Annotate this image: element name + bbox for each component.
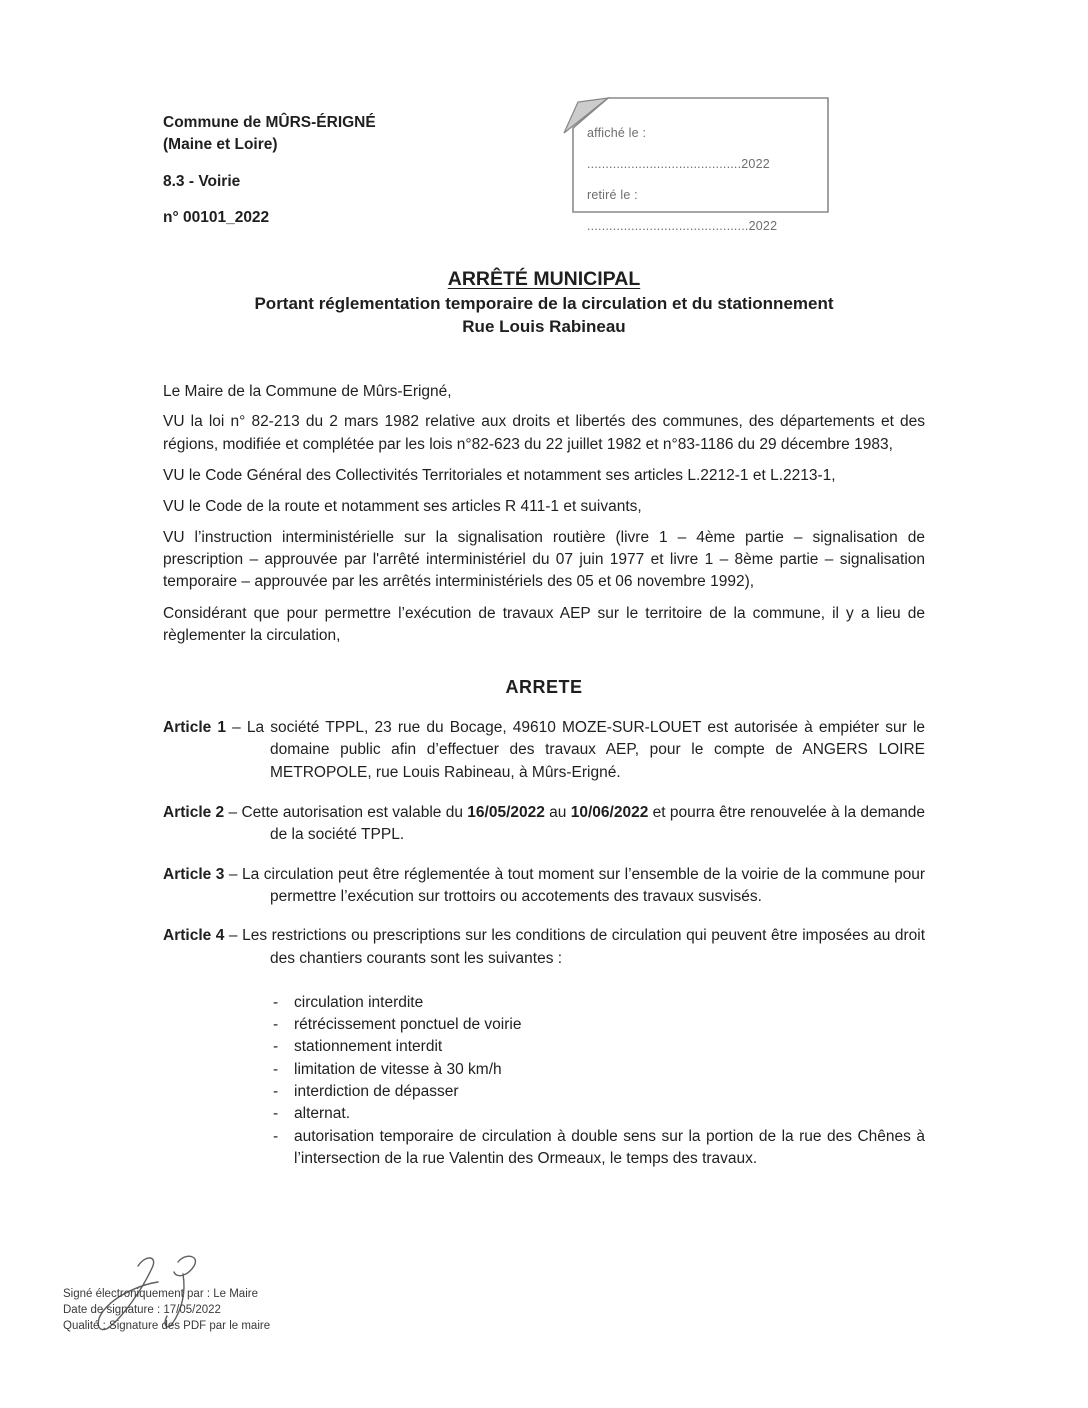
bullet-item: [273, 1081, 925, 1103]
doc-title: ARRÊTÉ MUNICIPAL: [447, 268, 641, 291]
bullet-item: [273, 1103, 925, 1125]
preamble-paragraph: VU la loi n° 82-213 du 2 mars 1982 relative aux droits et libertés des communes, des départements et des régions, modifiée et complétée par les lois n°82-623 du 22 juillet 1982 et n°83-1186 du 29 décembre 1983,: [163, 413, 925, 453]
bullet-text: autorisation temporaire de circulation à double sens sur la portion de la rue des Chênes à l’intersection de la rue Valentin des Ormeaux, le temps des travaux.: [294, 1127, 925, 1167]
header-doc-number: n° 00101_2022: [163, 208, 270, 226]
bullet-text: circulation interdite: [294, 993, 424, 1011]
article-label: Article 1: [163, 719, 226, 737]
preamble-paragraph: Considérant que pour permettre l’exécution de travaux AEP sur le territoire de la commune, il y a lieu de règlementer la circulation,: [163, 604, 925, 644]
preamble-paragraph: VU l’instruction interministérielle sur la signalisation routière (livre 1 – 4ème partie – signalisation de prescription – approuvée par l'arrêté interministériel du 07 juin 1977 et livre 1 – 8ème partie – signalisation temporaire – approuvée par les arrêtés interministériels des 05 et 06 novembre 1992),: [163, 528, 925, 591]
bullet-text: rétrécissement ponctuel de voirie: [294, 1016, 522, 1034]
article-4-bullet-list: [273, 992, 925, 1170]
article-dash: –: [224, 865, 243, 883]
dash-bullet-icon: -: [273, 1083, 279, 1101]
article-label: Article 4: [163, 927, 225, 945]
bullet-item: [273, 1014, 925, 1036]
bullet-text: interdiction de dépasser: [294, 1083, 459, 1101]
article-dash: –: [226, 719, 247, 737]
start-date: 16/05/2022: [467, 804, 545, 822]
signature-signed-by: Signé électroniquement par : Le Maire: [63, 1288, 258, 1300]
bullet-item: [273, 1126, 925, 1171]
article-label: Article 3: [163, 865, 225, 883]
article-dash: –: [224, 927, 243, 945]
dash-bullet-icon: -: [273, 1127, 279, 1145]
dash-bullet-icon: -: [273, 1016, 279, 1034]
article-dash: –: [224, 804, 242, 822]
bullet-item: [273, 1036, 925, 1058]
article-text: La société TPPL, 23 rue du Bocage, 49610 MOZE-SUR-LOUET est autorisée à empiéter sur le domaine public afin d’effectuer des travaux AEP, pour le compte de ANGERS LOIRE METROPOLE, rue Louis Rabineau, à Mûrs-Erigné.: [246, 719, 926, 781]
article-text: et pourra être renouvelée à la demande de la société TPPL.: [270, 804, 926, 844]
article-label: Article 2: [163, 804, 225, 822]
bullet-item: [273, 992, 925, 1014]
article-2: [163, 802, 925, 847]
preamble-paragraph: VU le Code Général des Collectivités Territoriales et notamment ses articles L.2212-1 et L.2213-1,: [163, 467, 836, 485]
article-text: La circulation peut être réglementée à tout moment sur l’ensemble de la voirie de la commune pour permettre l’exécution sur trottoirs ou accotements des travaux susvisés.: [242, 865, 925, 905]
bullet-item: [273, 1059, 925, 1081]
preamble-paragraph: Le Maire de la Commune de Mûrs-Erigné,: [163, 383, 452, 401]
header-commune-name: Commune de MÛRS-ÉRIGNÉ: [163, 114, 376, 131]
article-text: Les restrictions ou prescriptions sur les conditions de circulation qui peuvent être imposées au droit des chantiers courants sont les suivantes :: [242, 927, 926, 967]
dash-bullet-icon: -: [273, 993, 279, 1011]
article-text: Cette autorisation est valable du: [241, 804, 468, 822]
signature-quality: Qualité : Signature des PDF par le maire: [63, 1320, 271, 1332]
bullet-text: limitation de vitesse à 30 km/h: [294, 1060, 502, 1078]
article-text: au: [544, 804, 571, 822]
dash-bullet-icon: -: [273, 1105, 279, 1123]
dash-bullet-icon: -: [273, 1038, 279, 1056]
removed-date-line: retiré le : ............................................2022: [587, 188, 778, 233]
article-1: [163, 717, 925, 784]
header-department: (Maine et Loire): [163, 136, 278, 154]
bullet-text: alternat.: [294, 1105, 351, 1123]
header-classification: 8.3 - Voirie: [163, 172, 241, 190]
doc-subtitle: Portant réglementation temporaire de la circulation et du stationnement: [254, 294, 834, 314]
article-3: [163, 864, 925, 909]
bullet-text: stationnement interdit: [294, 1038, 443, 1056]
title-block: [163, 266, 925, 338]
section-heading-arrete: ARRETE: [505, 677, 583, 698]
dash-bullet-icon: -: [273, 1060, 279, 1078]
preamble-paragraph: VU le Code de la route et notamment ses articles R 411-1 et suivants,: [163, 498, 642, 516]
signature-date: Date de signature : 17/05/2022: [63, 1304, 221, 1316]
signature-block: [63, 1286, 285, 1334]
doc-street: Rue Louis Rabineau: [462, 317, 626, 337]
posted-date-line: affiché le : ..........................................2022: [587, 126, 770, 171]
end-date: 10/06/2022: [570, 804, 649, 822]
article-4: [163, 925, 925, 970]
